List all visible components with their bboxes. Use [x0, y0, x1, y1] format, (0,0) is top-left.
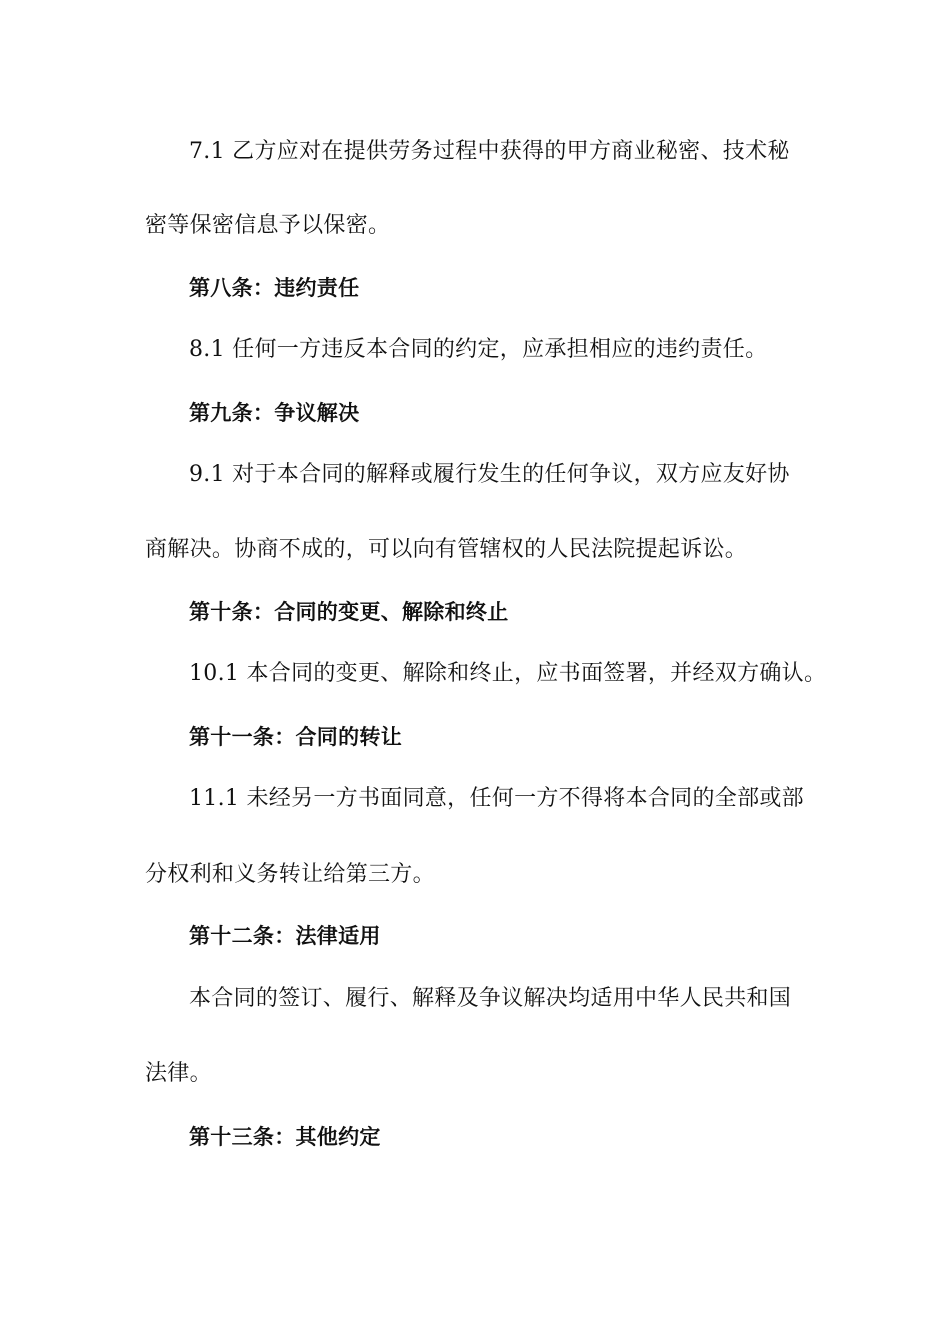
- clause-10-1-line-1: 10.1 本合同的变更、解除和终止，应书面签署，并经双方确认。: [189, 661, 827, 686]
- article-10-heading: 第十条：合同的变更、解除和终止: [189, 600, 509, 624]
- clause-7-1-line-1: 7.1 乙方应对在提供劳务过程中获得的甲方商业秘密、技术秘: [189, 139, 790, 164]
- clause-7-1-line-2: 密等保密信息予以保密。: [145, 213, 391, 238]
- clause-11-1-line-1: 11.1 未经另一方书面同意，任何一方不得将本合同的全部或部: [189, 786, 804, 811]
- article-11-heading: 第十一条：合同的转让: [189, 725, 402, 749]
- article-12-para-line-2: 法律。: [145, 1061, 212, 1086]
- article-12-heading: 第十二条：法律适用: [189, 924, 381, 948]
- clause-11-1-line-2: 分权利和义务转让给第三方。: [145, 862, 435, 887]
- clause-8-1-line-1: 8.1 任何一方违反本合同的约定，应承担相应的违约责任。: [189, 337, 768, 362]
- article-13-heading: 第十三条：其他约定: [189, 1125, 381, 1149]
- article-8-heading: 第八条：违约责任: [189, 276, 360, 300]
- article-12-para-line-1: 本合同的签订、履行、解释及争议解决均适用中华人民共和国: [189, 986, 792, 1011]
- clause-9-1-line-1: 9.1 对于本合同的解释或履行发生的任何争议，双方应友好协: [189, 462, 790, 487]
- clause-9-1-line-2: 商解决。协商不成的，可以向有管辖权的人民法院提起诉讼。: [145, 537, 748, 562]
- article-9-heading: 第九条：争议解决: [189, 401, 360, 425]
